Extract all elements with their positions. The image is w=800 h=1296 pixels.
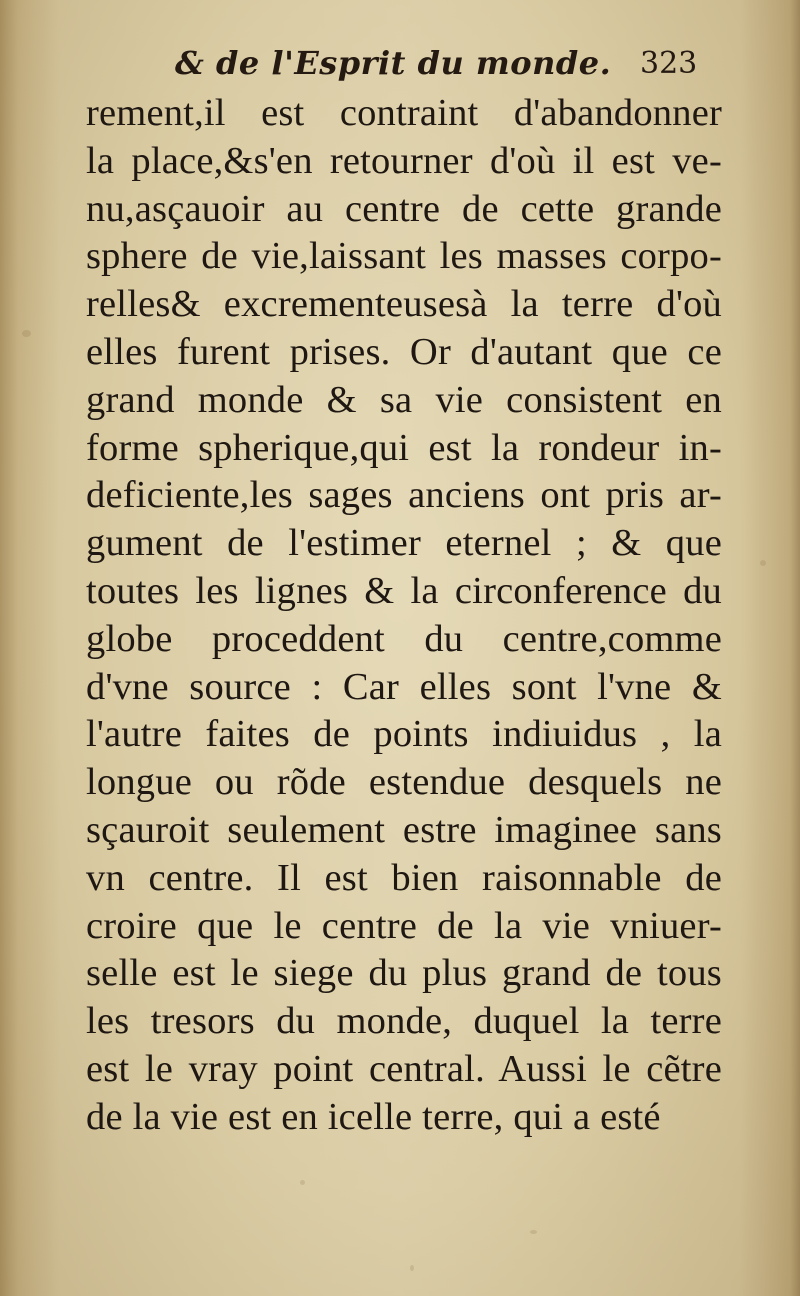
text-line: toutes les lignes & la circonference du bbox=[86, 569, 722, 612]
page-header bbox=[0, 0, 800, 100]
running-title: & de l'Esprit du monde. bbox=[175, 44, 612, 82]
text-line: elles furent prises. Or d'autant que ce bbox=[86, 330, 722, 373]
text-line: nu,asçauoir au centre de cette grande bbox=[86, 187, 722, 230]
paper-stain bbox=[530, 1230, 537, 1234]
paper-stain bbox=[22, 330, 31, 337]
text-line: sçauroit seulement estre imaginee sans bbox=[86, 808, 722, 851]
paper-stain bbox=[760, 560, 766, 566]
text-line: globe proceddent du centre,comme bbox=[86, 617, 722, 660]
body-text bbox=[86, 90, 722, 1142]
text-line: gument de l'estimer eternel ; & que bbox=[86, 522, 722, 565]
text-line: longue ou rõde estendue desquels ne bbox=[86, 761, 722, 804]
text-line: d'vne source : Car elles sont l'vne & bbox=[86, 665, 722, 708]
paper-stain bbox=[410, 1265, 414, 1271]
text-line: selle est le siege du plus grand de tous bbox=[86, 952, 722, 995]
text-line: de la vie est en icelle terre, qui a esté bbox=[86, 1095, 661, 1138]
text-line: est le vray point central. Aussi le cẽtre bbox=[86, 1047, 722, 1090]
page-number: 323 bbox=[640, 46, 698, 81]
text-line: sphere de vie,laissant les masses corpo- bbox=[86, 235, 722, 278]
paper-stain bbox=[300, 1180, 305, 1185]
text-line: deficiente,les sages anciens ont pris ar- bbox=[86, 474, 722, 517]
text-line: les tresors du monde, duquel la terre bbox=[86, 1000, 722, 1043]
text-line: l'autre faites de points indiuidus , la bbox=[86, 713, 722, 756]
text-line: la place,&s'en retourner d'où il est ve- bbox=[86, 139, 722, 182]
text-line: grand monde & sa vie consistent en bbox=[86, 378, 722, 421]
text-line: relles& excrementeusesà la terre d'où bbox=[86, 283, 722, 326]
text-line: forme spherique,qui est la rondeur in- bbox=[86, 426, 722, 469]
text-line: croire que le centre de la vie vniuer- bbox=[86, 904, 722, 947]
text-line: rement,il est contraint d'abandonner bbox=[86, 92, 722, 134]
text-line: vn centre. Il est bien raisonnable de bbox=[86, 856, 722, 899]
